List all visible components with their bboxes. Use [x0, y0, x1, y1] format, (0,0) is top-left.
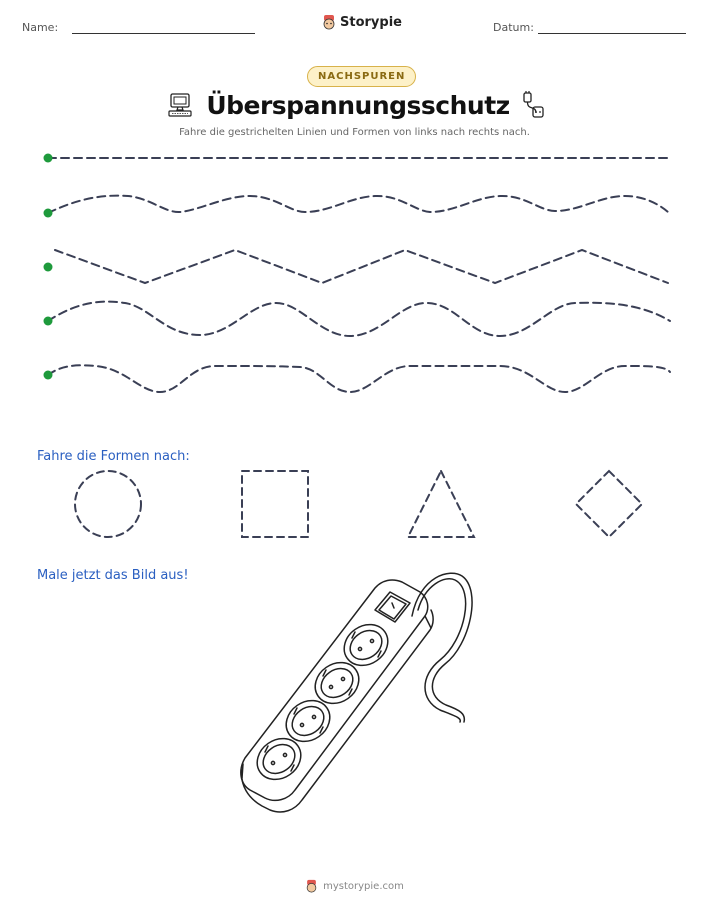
trace-shape-diamond: [576, 471, 642, 537]
instructions: Fahre die gestrichelten Linien und Formen von links nach rechts nach.: [179, 127, 530, 138]
socket-1: [336, 616, 395, 674]
title-row: [176, 88, 536, 122]
coloring-section-label: Male jetzt das Bild aus!: [37, 568, 189, 583]
plug-icon: [522, 91, 546, 119]
start-dot-3: [44, 263, 53, 272]
page-title: Überspannungsschutz: [206, 90, 510, 120]
brand-header: [322, 14, 402, 30]
trace-shape-square: [242, 471, 308, 537]
start-dot-2: [44, 209, 53, 218]
brand-name: Storypie: [340, 14, 402, 30]
trace-shape-circle: [75, 471, 141, 537]
date-label: Datum:: [493, 21, 534, 34]
trace-shape-triangle: [408, 471, 474, 537]
power-strip-picture: [241, 573, 472, 812]
name-label: Name:: [22, 21, 59, 34]
socket-2: [307, 654, 366, 712]
trace-line-zigzag: [55, 250, 668, 283]
trace-line-bumpy: [48, 365, 670, 392]
footer-url[interactable]: mystorypie.com: [323, 880, 404, 892]
trace-line-wave-2: [48, 302, 670, 336]
name-line[interactable]: [72, 33, 255, 34]
footer: [0, 879, 709, 893]
socket-3: [278, 692, 337, 750]
socket-4: [249, 730, 308, 788]
computer-icon: [166, 92, 194, 118]
storypie-logo-icon: [305, 879, 318, 893]
start-dot-4: [44, 317, 53, 326]
category-badge: NACHSPUREN: [307, 66, 416, 87]
start-dot-1: [44, 154, 53, 163]
storypie-logo-icon: [322, 14, 336, 30]
trace-line-wave: [48, 196, 668, 213]
date-line[interactable]: [538, 33, 686, 34]
shapes-section-label: Fahre die Formen nach:: [37, 449, 190, 464]
start-dot-5: [44, 371, 53, 380]
